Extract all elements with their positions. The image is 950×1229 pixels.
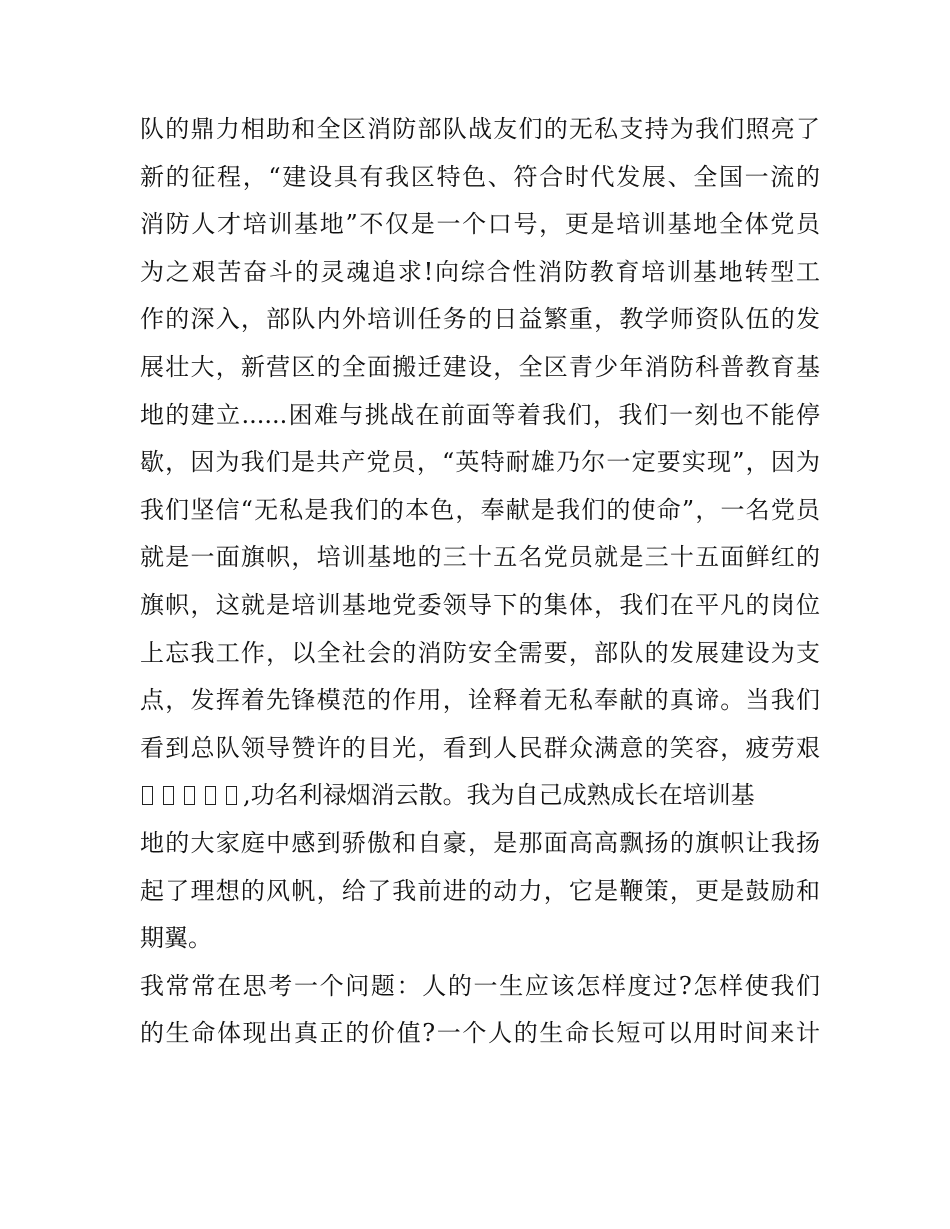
text-line: 地的大家庭中感到骄傲和自豪，是那面高高飘扬的旗帜让我扬 xyxy=(140,828,820,857)
text-line: 的生命体现出真正的价值?一个人的生命长短可以用时间来计 xyxy=(140,1019,820,1048)
text-line: 我常常在思考一个问题：人的一生应该怎样度过?怎样使我们 xyxy=(140,971,820,1000)
missing-glyph-box xyxy=(142,786,153,805)
missing-glyph-box xyxy=(163,786,174,805)
text-line: 地的建立......困难与挑战在前面等着我们，我们一刻也不能停 xyxy=(140,400,820,429)
text-line: 歇，因为我们是共产党员，“英特耐雄乃尔一定要实现”，因为 xyxy=(140,448,820,477)
missing-glyph-box xyxy=(205,786,216,805)
text-line: 为之艰苦奋斗的灵魂追求!向综合性消防教育培训基地转型工 xyxy=(140,257,820,286)
text-line-fragment: ,功名利禄烟消云散。我为自己成熟成长在培训基 xyxy=(243,781,755,810)
body-text xyxy=(140,106,820,1058)
text-line: 消防人才培训基地”不仅是一个口号，更是培训基地全体党员 xyxy=(140,210,820,239)
paragraph-2 xyxy=(140,963,820,1058)
text-line: 就是一面旗帜，培训基地的三十五名党员就是三十五面鲜红的 xyxy=(140,543,820,572)
text-line: 队的鼎力相助和全区消防部队战友们的无私支持为我们照亮了 xyxy=(140,115,820,143)
text-line: 新的征程，“建设具有我区特色、符合时代发展、全国一流的 xyxy=(140,162,820,191)
missing-glyph-box xyxy=(184,786,195,805)
paragraph-1 xyxy=(140,106,820,963)
missing-glyph-box xyxy=(226,786,237,805)
text-line: 展壮大，新营区的全面搬迁建设，全区青少年消防科普教育基 xyxy=(140,352,820,381)
text-line: 期翼。 xyxy=(140,924,212,953)
text-line: 起了理想的风帆，给了我前进的动力，它是鞭策，更是鼓励和 xyxy=(140,876,820,905)
text-line: 我们坚信“无私是我们的本色，奉献是我们的使命”，一名党员 xyxy=(140,495,820,524)
text-line: 旗帜，这就是培训基地党委领导下的集体，我们在平凡的岗位 xyxy=(140,590,820,619)
text-line: 点，发挥着先锋模范的作用，诠释着无私奉献的真谛。当我们 xyxy=(140,686,820,715)
text-line: 上忘我工作，以全社会的消防安全需要，部队的发展建设为支 xyxy=(140,638,820,667)
text-line: 看到总队领导赞许的目光，看到人民群众满意的笑容，疲劳艰 xyxy=(140,733,820,762)
text-line-missing-glyphs xyxy=(140,772,820,820)
text-line: 作的深入，部队内外培训任务的日益繁重，教学师资队伍的发 xyxy=(140,305,820,334)
